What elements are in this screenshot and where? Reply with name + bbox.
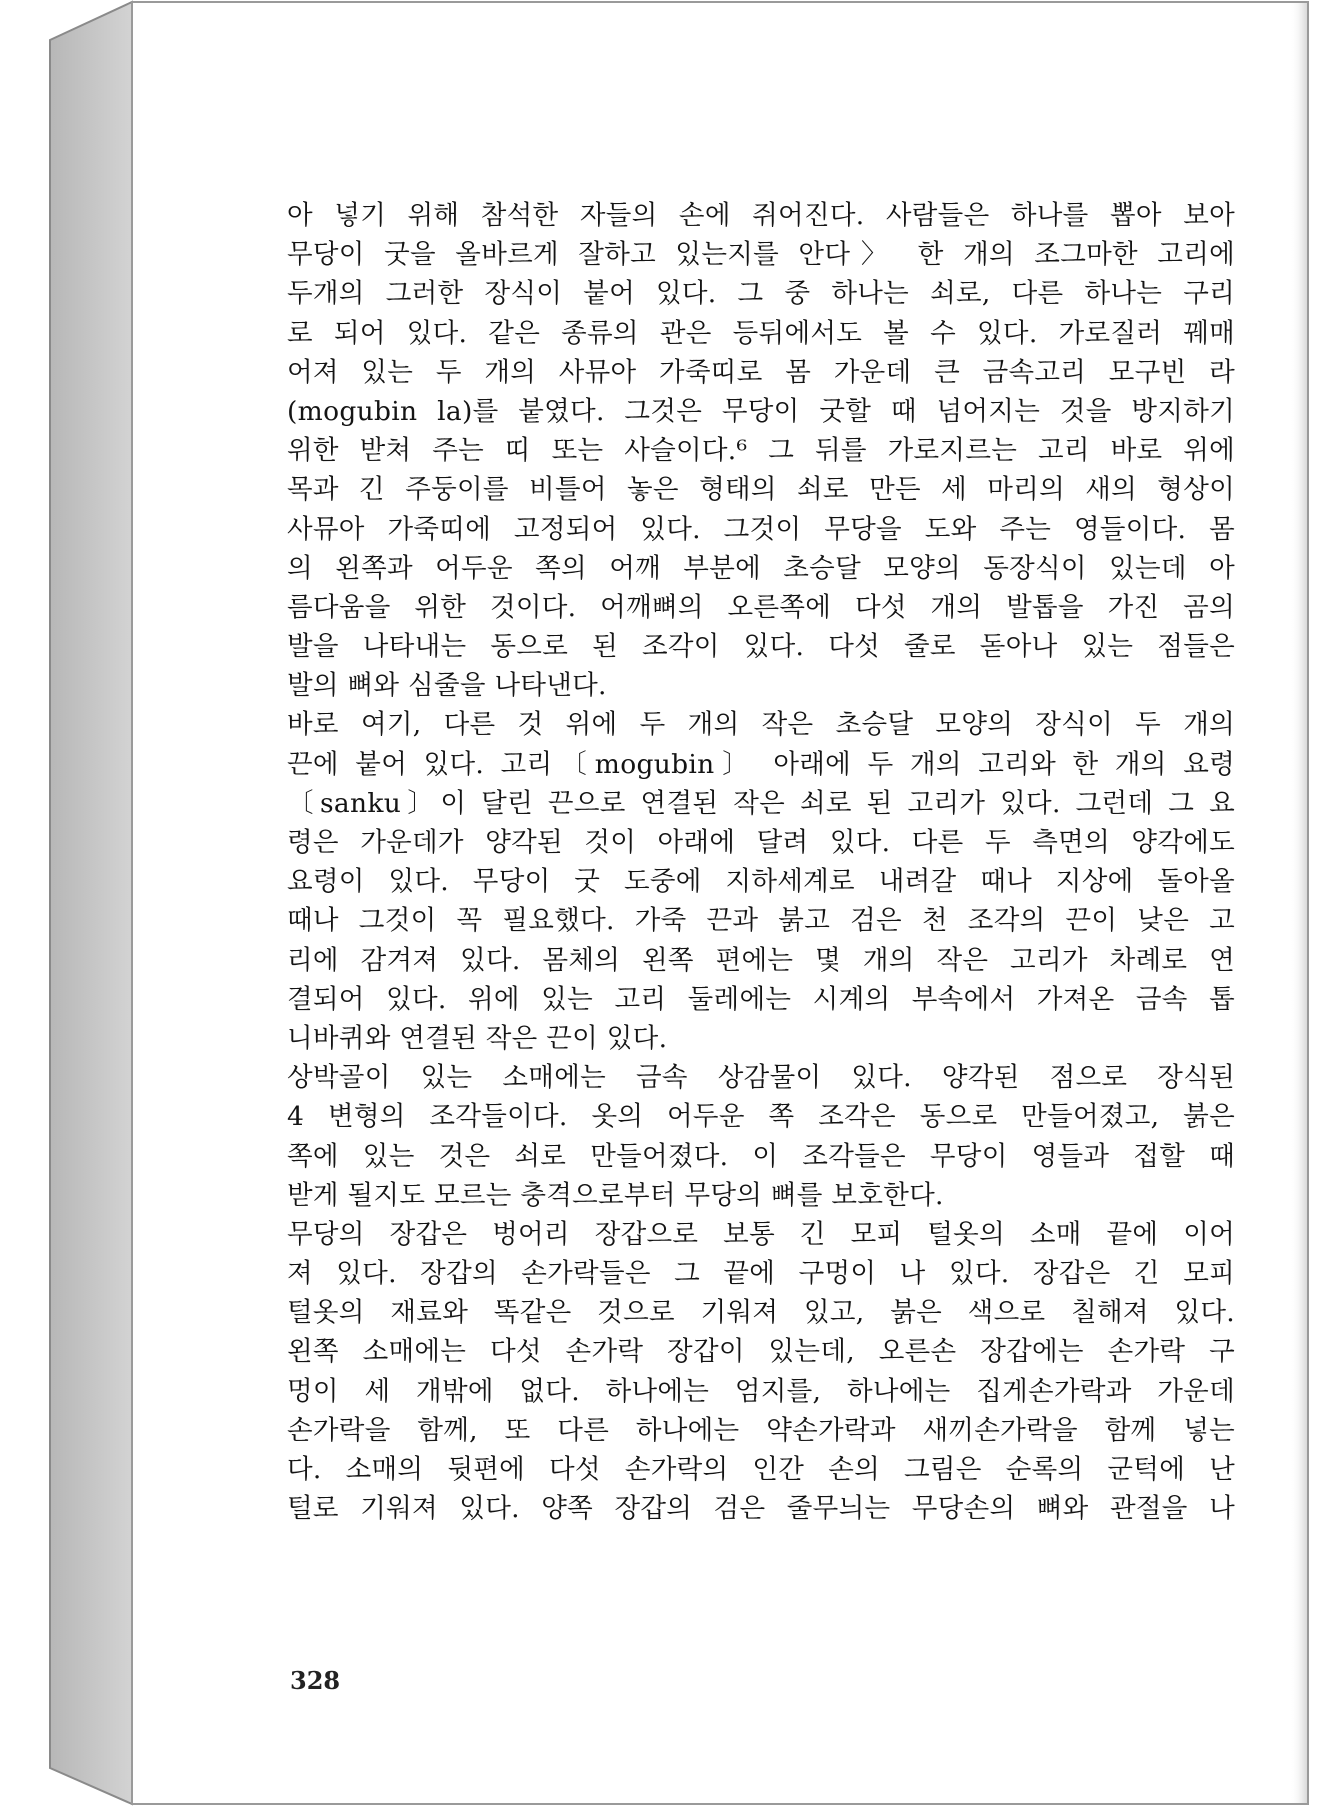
text-line: 리에 감겨져 있다. 몸체의 왼쪽 편에는 몇 개의 작은 고리가 차례로 연 — [287, 944, 1235, 976]
text-line: 로 되어 있다. 같은 종류의 관은 등뒤에서도 볼 수 있다. 가로질러 꿰매 — [287, 317, 1235, 349]
text-line: 쪽에 있는 것은 쇠로 만들어졌다. 이 조각들은 무당이 영들과 접할 때 — [287, 1140, 1235, 1172]
text-line: 요령이 있다. 무당이 굿 도중에 지하세계로 내려갈 때나 지상에 돌아올 — [287, 866, 1235, 898]
text-line: 털옷의 재료와 똑같은 것으로 기워져 있고, 붉은 색으로 칠해져 있다. — [287, 1297, 1235, 1329]
text-line: 름다움을 위한 것이다. 어깨뼈의 오른쪽에 다섯 개의 발톱을 가진 곰의 — [287, 591, 1235, 623]
text-line: 때나 그것이 꼭 필요했다. 가죽 끈과 붉고 검은 천 조각의 끈이 낮은 고 — [287, 905, 1235, 937]
text-line: 무당이 굿을 올바르게 잘하고 있는지를 안다〉 한 개의 조그마한 고리에 — [287, 239, 1235, 271]
text-line: 바로 여기, 다른 것 위에 두 개의 작은 초승달 모양의 장식이 두 개의 — [287, 709, 1235, 741]
text-line: 4 변형의 조각들이다. 옷의 어두운 쪽 조각은 동으로 만들어졌고, 붉은 — [287, 1101, 1235, 1133]
text-line: 무당의 장갑은 벙어리 장갑으로 보통 긴 모피 털옷의 소매 끝에 이어 — [287, 1218, 1235, 1250]
text-line: 발의 뼈와 심줄을 나타낸다. — [287, 670, 607, 702]
text-line: 니바퀴와 연결된 작은 끈이 있다. — [287, 1022, 668, 1054]
text-line: 상박골이 있는 소매에는 금속 상감물이 있다. 양각된 점으로 장식된 — [287, 1062, 1235, 1094]
text-line: 의 왼쪽과 어두운 쪽의 어깨 부분에 초승달 모양의 동장식이 있는데 아 — [287, 552, 1235, 584]
book-spine — [50, 2, 132, 1804]
text-line: 손가락을 함께, 또 다른 하나에는 약손가락과 새끼손가락을 함께 넣는 — [287, 1414, 1235, 1446]
text-line: 위한 받쳐 주는 띠 또는 사슬이다.⁶ 그 뒤를 가로지르는 고리 바로 위에 — [287, 435, 1235, 467]
text-line: 끈에 붙어 있다. 고리〔mogubin〕 아래에 두 개의 고리와 한 개의 요령 — [287, 748, 1235, 780]
text-line: 령은 가운데가 양각된 것이 아래에 달려 있다. 다른 두 측면의 양각에도 — [287, 827, 1235, 858]
text-line: 사뮤아 가죽띠에 고정되어 있다. 그것이 무당을 도와 주는 영들이다. 몸 — [287, 513, 1235, 545]
body-text — [287, 196, 1235, 1528]
text-line: 발을 나타내는 동으로 된 조각이 있다. 다섯 줄로 돋아나 있는 점들은 — [287, 631, 1235, 663]
text-line: 다. 소매의 뒷편에 다섯 손가락의 인간 손의 그림은 순록의 군턱에 난 — [287, 1454, 1235, 1485]
book-page — [132, 4, 1307, 1802]
text-line: 〔sanku〕이 달린 끈으로 연결된 작은 쇠로 된 고리가 있다. 그런데 그 요 — [287, 787, 1235, 819]
text-line: (mogubin la)를 붙였다. 그것은 무당이 굿할 때 넘어지는 것을 방지하기 — [287, 395, 1235, 427]
text-line: 목과 긴 주둥이를 비틀어 놓은 형태의 쇠로 만든 세 마리의 새의 형상이 — [287, 474, 1235, 506]
text-line: 결되어 있다. 위에 있는 고리 둘레에는 시계의 부속에서 가져온 금속 톱 — [287, 983, 1235, 1015]
text-line: 져 있다. 장갑의 손가락들은 그 끝에 구멍이 나 있다. 장갑은 긴 모피 — [287, 1258, 1235, 1290]
text-line: 왼쪽 소매에는 다섯 손가락 장갑이 있는데, 오른손 장갑에는 손가락 구 — [287, 1336, 1235, 1368]
page-number: 328 — [290, 1666, 341, 1695]
text-line: 두개의 그러한 장식이 붙어 있다. 그 중 하나는 쇠로, 다른 하나는 구리 — [287, 278, 1235, 310]
text-line: 받게 될지도 모르는 충격으로부터 무당의 뼈를 보호한다. — [287, 1179, 944, 1211]
text-line: 아 넣기 위해 참석한 자들의 손에 쥐어진다. 사람들은 하나를 뽑아 보아 — [287, 200, 1235, 231]
text-line: 어져 있는 두 개의 사뮤아 가죽띠로 몸 가운데 큰 금속고리 모구빈 라 — [287, 356, 1235, 388]
text-line: 멍이 세 개밖에 없다. 하나에는 엄지를, 하나에는 집게손가락과 가운데 — [287, 1375, 1235, 1407]
text-line: 털로 기워져 있다. 양쪽 장갑의 검은 줄무늬는 무당손의 뼈와 관절을 나 — [287, 1493, 1235, 1525]
